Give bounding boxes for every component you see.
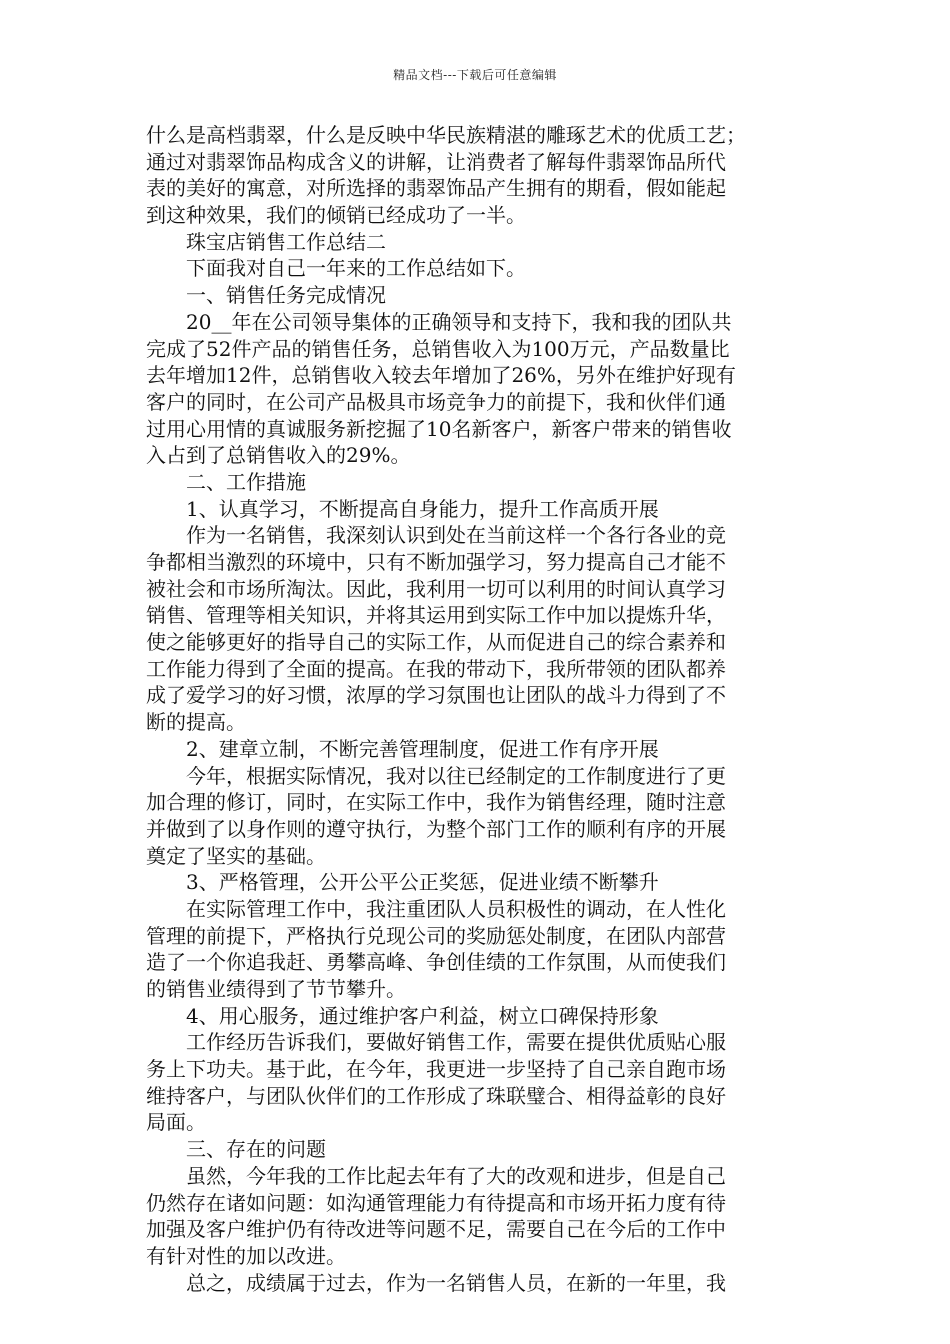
text-line: 被社会和市场所淘汰。因此，我利用一切可以利用的时间认真学习 (146, 576, 726, 601)
text-line: 管理的前提下，严格执行兑现公司的奖励惩处制度，在团队内部营 (146, 923, 726, 948)
text-line: 争都相当激烈的环境中，只有不断加强学习，努力提高自己才能不 (146, 550, 726, 574)
text-line: 今年，根据实际情况，我对以往已经制定的工作制度进行了更 (186, 763, 726, 788)
text-line: 完成了52件产品的销售任务，总销售收入为100万元，产品数量比 (146, 336, 730, 361)
text-line: 的销售业绩得到了节节攀升。 (146, 977, 406, 1001)
text-line: 去年增加12件，总销售收入较去年增加了26%，另外在维护好现有 (146, 363, 736, 388)
text-line: 务上下功夫。基于此，在今年，我更进一步坚持了自己亲自跑市场 (146, 1057, 726, 1082)
text-line: 有针对性的加以改进。 (146, 1243, 346, 1268)
section-heading: 一、销售任务完成情况 (186, 283, 386, 308)
text-line: 表的美好的寓意，对所选择的翡翠饰品产生拥有的期看，假如能起 (146, 176, 726, 201)
subsection-heading: 1、认真学习，不断提高自身能力，提升工作高质开展 (186, 496, 659, 521)
subsection-heading: 2、建章立制，不断完善管理制度，促进工作有序开展 (186, 736, 659, 761)
section-heading: 珠宝店销售工作总结二 (186, 229, 386, 254)
subsection-heading: 4、用心服务，通过维护客户利益，树立口碑保持形象 (186, 1003, 659, 1028)
text-line: 加强及客户维护仍有待改进等问题不足，需要自己在今后的工作中 (146, 1217, 726, 1242)
text-line: 过用心用情的真诚服务新挖掘了10名新客户，新客户带来的销售收 (146, 416, 732, 441)
text-line: 通过对翡翠饰品构成含义的讲解，让消费者了解每件翡翠饰品所代 (146, 149, 726, 174)
text-line: 加合理的修订，同时，在实际工作中，我作为销售经理，随时注意 (146, 790, 726, 815)
section-heading: 二、工作措施 (186, 469, 306, 494)
text-line: 维持客户，与团队伙伴们的工作形成了珠联璧合、相得益彰的良好 (146, 1083, 726, 1108)
text-line: 造了一个你追我赶、勇攀高峰、争创佳绩的工作氛围，从而使我们 (146, 950, 726, 975)
text-line: 客户的同时，在公司产品极具市场竞争力的前提下，我和伙伴们通 (146, 389, 726, 414)
text-line: 局面。 (146, 1110, 206, 1135)
text-line: 工作经历告诉我们，要做好销售工作，需要在提供优质贴心服 (186, 1030, 726, 1055)
text-line: 使之能够更好的指导自己的实际工作，从而促进自己的综合素养和 (146, 630, 726, 655)
text-line: 奠定了坚实的基础。 (146, 843, 326, 868)
section-heading: 三、存在的问题 (186, 1137, 326, 1162)
text-line: 并做到了以身作则的遵守执行，为整个部门工作的顺利有序的开展 (146, 816, 726, 841)
text-line: 什么是高档翡翠，什么是反映中华民族精湛的雕琢艺术的优质工艺； (146, 123, 746, 147)
text-line: 销售、管理等相关知识，并将其运用到实际工作中加以提炼升华， (146, 603, 726, 628)
text-line: 断的提高。 (146, 710, 246, 735)
text-line: 下面我对自己一年来的工作总结如下。 (186, 256, 526, 281)
text-line: 入占到了总销售收入的29%。 (146, 443, 411, 468)
text-line: 到这种效果，我们的倾销已经成功了一半。 (146, 203, 526, 228)
text-line: 总之，成绩属于过去，作为一名销售人员，在新的一年里，我 (186, 1270, 726, 1295)
text-line: 虽然，今年我的工作比起去年有了大的改观和进步，但是自己 (186, 1163, 726, 1188)
subsection-heading: 3、严格管理，公开公平公正奖惩，促进业绩不断攀升 (186, 870, 659, 895)
text-line: 仍然存在诸如问题：如沟通管理能力有待提高和市场开拓力度有待 (146, 1190, 726, 1215)
text-line: 20__年在公司领导集体的正确领导和支持下，我和我的团队共 (186, 309, 732, 334)
page-header: 精品文档---下载后可任意编辑 (393, 68, 557, 82)
body-text (146, 122, 808, 1296)
text-line: 成了爱学习的好习惯，浓厚的学习氛围也让团队的战斗力得到了不 (146, 683, 726, 708)
text-line: 在实际管理工作中，我注重团队人员积极性的调动，在人性化 (186, 896, 726, 921)
text-line: 工作能力得到了全面的提高。在我的带动下，我所带领的团队都养 (146, 656, 726, 681)
text-line: 作为一名销售，我深刻认识到处在当前这样一个各行各业的竞 (186, 523, 726, 548)
